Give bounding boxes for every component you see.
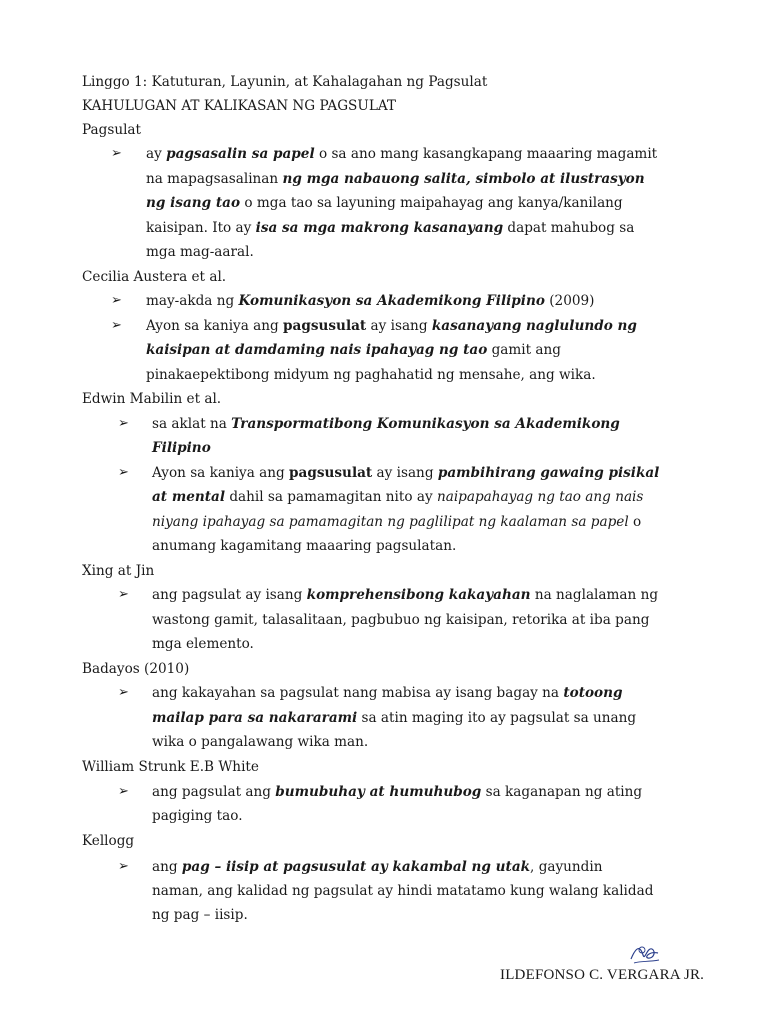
author-name: ILDEFONSO C. VERGARA JR.	[500, 967, 705, 983]
definition-line: wika o pangalawang wika man.	[152, 734, 369, 750]
bullet-arrow-icon: ➢	[118, 685, 129, 700]
author-label-xing: Xing at Jin	[82, 563, 155, 579]
definition-line: ang pagsulat ay isang komprehensibong kakayahan na naglalaman ng	[152, 587, 659, 603]
author-label-kellogg: Kellogg	[82, 833, 135, 849]
definition-line: pagiging tao.	[152, 808, 243, 824]
definition-line: wastong gamit, talasalitaan, pagbubuo ng kaisipan, retorika at iba pang	[152, 612, 650, 628]
definition-line: pinakaepektibong midyum ng paghahatid ng mensahe, ang wika.	[146, 367, 596, 383]
bullet-arrow-icon: ➢	[118, 859, 129, 874]
definition-line: at mental dahil sa pamamagitan nito ay naipapahayag ng tao ang nais	[152, 489, 644, 505]
bullet-arrow-icon: ➢	[111, 146, 122, 161]
bullet-arrow-icon: ➢	[118, 465, 129, 480]
week-title: Linggo 1: Katuturan, Layunin, at Kahalagahan ng Pagsulat	[82, 74, 488, 90]
definition-line: ang pagsulat ang bumubuhay at humuhubog sa kaganapan ng ating	[152, 784, 643, 800]
author-label-austera: Cecilia Austera et al.	[82, 269, 227, 285]
definition-line: na mapagsasalinan ng mga nabauong salita, simbolo at ilustrasyon	[146, 171, 645, 187]
definition-line: ng pag – iisip.	[152, 907, 248, 923]
author-label-strunk: William Strunk E.B White	[82, 759, 259, 775]
definition-line: naman, ang kalidad ng pagsulat ay hindi matatamo kung walang kalidad	[152, 883, 654, 899]
bullet-arrow-icon: ➢	[118, 416, 129, 431]
definition-line: mga elemento.	[152, 636, 254, 652]
section-title: KAHULUGAN AT KALIKASAN NG PAGSULAT	[82, 98, 396, 114]
definition-line: ang pag – iisip at pagsusulat ay kakambal ng utak, gayundin	[152, 859, 603, 875]
definition-line: Ayon sa kaniya ang pagsusulat ay isang pambihirang gawaing pisikal	[152, 465, 660, 481]
definition-line: kaisipan. Ito ay isa sa mga makrong kasanayang dapat mahubog sa	[146, 220, 635, 236]
definition-line: mailap para sa nakararami sa atin maging ito ay pagsulat sa unang	[152, 710, 637, 726]
definition-line: sa aklat na Transpormatibong Komunikasyon sa Akademikong	[152, 416, 620, 432]
definition-line: anumang kagamitang maaaring pagsulatan.	[152, 538, 457, 554]
definition-line: Ayon sa kaniya ang pagsusulat ay isang kasanayang naglulundo ng	[146, 318, 637, 334]
signature-mark	[628, 941, 662, 967]
definition-line: ng isang tao o mga tao sa layuning maipahayag ang kanya/kanilang	[146, 195, 623, 211]
term-label-pagsulat: Pagsulat	[82, 122, 141, 138]
definition-line: mga mag-aaral.	[146, 244, 254, 260]
author-label-mabilin: Edwin Mabilin et al.	[82, 391, 222, 407]
definition-line: niyang ipahayag sa pamamagitan ng paglilipat ng kaalaman sa papel o	[152, 514, 642, 530]
definition-line: ay pagsasalin sa papel o sa ano mang kasangkapang maaaring magamit	[146, 146, 658, 162]
definition-line: Filipino	[152, 440, 211, 456]
bullet-arrow-icon: ➢	[118, 587, 129, 602]
bullet-arrow-icon: ➢	[111, 293, 122, 308]
definition-line: ang kakayahan sa pagsulat nang mabisa ay isang bagay na totoong	[152, 685, 623, 701]
bullet-arrow-icon: ➢	[118, 784, 129, 799]
bullet-arrow-icon: ➢	[111, 318, 122, 333]
definition-line: may-akda ng Komunikasyon sa Akademikong Filipino (2009)	[146, 293, 595, 309]
definition-line: kaisipan at damdaming nais ipahayag ng tao gamit ang	[146, 342, 561, 358]
author-label-badayos: Badayos (2010)	[82, 661, 190, 677]
